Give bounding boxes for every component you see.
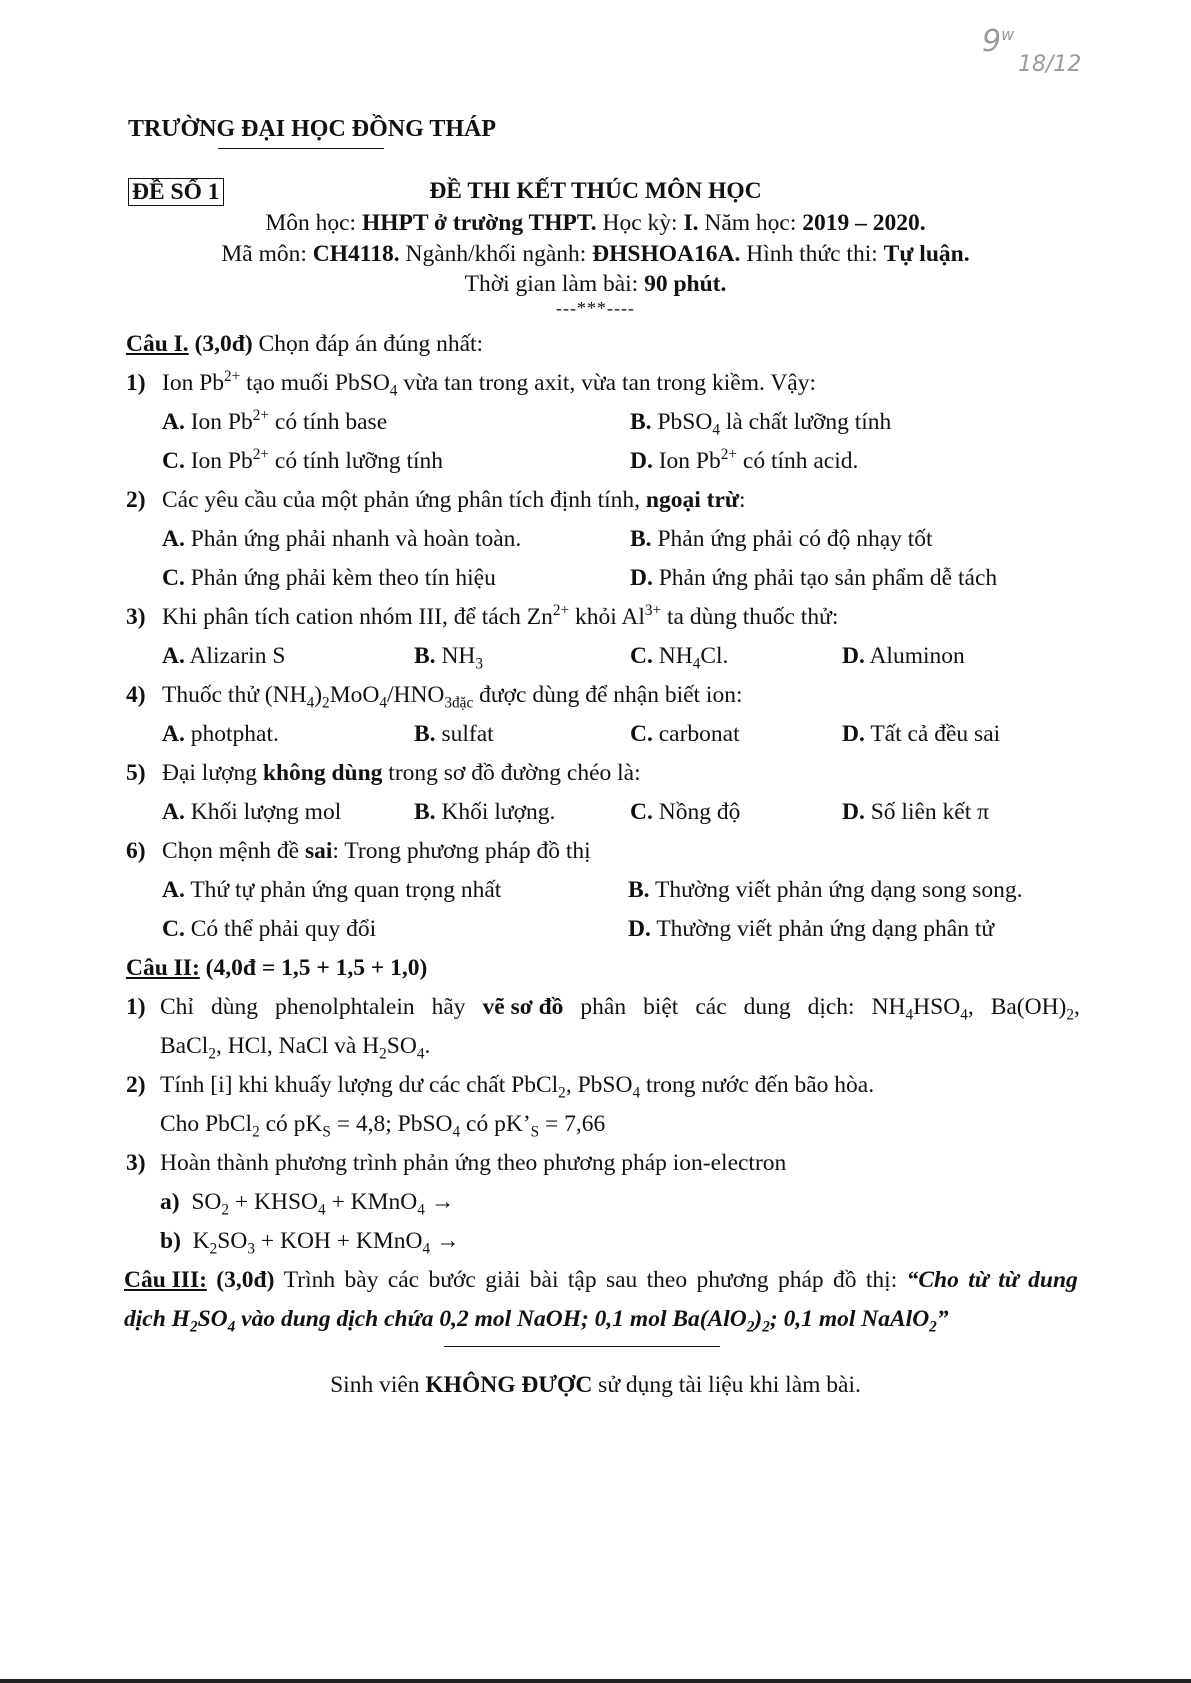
semester-label: Học kỳ: [602, 210, 678, 236]
scan-edge [0, 1679, 1191, 1683]
q1-item4-option-d [842, 721, 1000, 748]
option-letter: B. [630, 409, 652, 435]
q2-item3-part-a: a) $SO_2$ + $KHSO_4$ + KMnO$_4$ → [160, 1189, 455, 1219]
option-letter: D. [630, 448, 653, 474]
q1-item5-option-b [414, 799, 555, 826]
option-letter: C. [162, 916, 185, 942]
option-text: Số liên kết π [870, 799, 989, 825]
option-letter: B. [628, 877, 650, 903]
option-text: Nồng độ [658, 799, 741, 825]
school-underline [218, 148, 384, 149]
question-3-label: Câu III: [124, 1267, 207, 1293]
part-letter: b) [160, 1228, 181, 1254]
option-text: Khối lượng. [441, 799, 556, 825]
option-letter: B. [414, 799, 436, 825]
footer-note [0, 1372, 1191, 1399]
q1-item5-option-a [162, 799, 341, 826]
option-letter: D. [842, 799, 865, 825]
q1-item6-option-d [628, 916, 994, 943]
major-label: Ngành/khối ngành: [405, 241, 587, 267]
option-text: sulfat [441, 721, 494, 747]
q1-item5-number: 5) [126, 760, 146, 786]
q1-item4-text: Thuốc thử $(NH_4)_2MoO_4/HNO_{3đặc}$ được dùng để nhận biết ion: [162, 682, 743, 712]
question-1-heading [126, 331, 483, 358]
q1-item1-text: Ion $Pb^{2+}$ tạo muối PbSO$_4$ vừa tan trong axit, vừa tan trong kiềm. Vậy: [162, 368, 817, 400]
option-text: Tất cả đều sai [870, 721, 1001, 747]
q1-item3-option-d [842, 643, 965, 670]
question-1-label: Câu I. [126, 331, 189, 357]
option-letter: C. [630, 643, 653, 669]
q1-item1-option-d: D. Ion $Pb^{2+}$ có tính acid. [630, 446, 859, 474]
major-value: ĐHSHOA16A. [592, 241, 741, 267]
option-letter: D. [628, 916, 651, 942]
time-line [0, 271, 1191, 298]
footer-text-c: sử dụng tài liệu khi làm bài. [598, 1372, 861, 1398]
option-letter: B. [414, 721, 436, 747]
option-text: Thường viết phản ứng dạng phân tử [656, 916, 995, 942]
q1-item1-option-c: C. Ion $Pb^{2+}$ có tính lưỡng tính [162, 446, 444, 474]
q1-item6-option-c [162, 916, 376, 943]
format-value: Tự luận. [883, 241, 970, 267]
q1-item4-option-b [414, 721, 494, 748]
q1-item2-option-d [630, 565, 997, 592]
question-3-line2: dịch $H_2SO_4$ vào dung dịch chứa 0,2 mol NaOH; 0,1 mol $Ba(AlO_2)_2$; 0,1 mol NaAlO$_2$” [124, 1306, 949, 1336]
school-name: TRƯỜNG ĐẠI HỌC ĐỒNG THÁP [128, 116, 497, 142]
course-line [0, 241, 1191, 268]
q2-item1-line2: BaCl$_2$, HCl, NaCl và $H_2SO_4$. [160, 1033, 431, 1063]
q1-item4-option-a [162, 721, 279, 748]
q1-item2-text-c: : [739, 487, 746, 513]
question-2-points: (4,0đ = 1,5 + 1,5 + 1,0) [205, 955, 428, 981]
option-letter: A. [162, 799, 185, 825]
header-divider: ---***---- [556, 298, 635, 318]
option-letter: C. [162, 565, 185, 591]
time-label: Thời gian làm bài: [464, 271, 639, 297]
q1-item6-option-b [628, 877, 1023, 904]
q1-item3-option-b: B. $NH_3$ [414, 643, 484, 673]
option-text: Phản ứng phải nhanh và hoàn toàn. [190, 526, 522, 552]
q1-item5-text-b: không dùng [262, 760, 383, 786]
course-code-label: Mã môn: [221, 241, 307, 267]
option-text: Có thể phải quy đổi [190, 916, 377, 942]
q1-item3-option-a [162, 643, 285, 670]
option-text: Phản ứng phải kèm theo tín hiệu [190, 565, 496, 591]
q1-item4-number: 4) [126, 682, 146, 708]
q1-item2-option-a [162, 526, 521, 553]
q2-item1-line1: Chỉ dùng phenolphtalein hãy vẽ sơ đồ phân biệt các dung dịch: $NH_4HSO_4$, $Ba(OH)_2$, [160, 994, 1080, 1024]
q2-item2-line1: Tính [i] khi khuấy lượng dư các chất PbCl$_2$, PbSO$_4$ trong nước đến bão hòa. [160, 1072, 875, 1102]
option-letter: D. [630, 565, 653, 591]
exam-title: ĐỀ THI KẾT THÚC MÔN HỌC [429, 178, 762, 204]
option-letter: A. [162, 643, 185, 669]
q1-item3-number: 3) [126, 604, 146, 630]
footer-text-a: Sinh viên [330, 1372, 420, 1398]
question-3-points: (3,0đ) [216, 1267, 275, 1293]
question-1-points: (3,0đ) [194, 331, 253, 357]
q1-item5-text-c: trong sơ đồ đường chéo là: [388, 760, 641, 786]
q1-item2-number: 2) [126, 487, 146, 513]
q1-item2-text-a: Các yêu cầu của một phản ứng phân tích định tính, [162, 487, 641, 513]
q1-item1-option-a: A. Ion $Pb^{2+}$ có tính base [162, 407, 388, 435]
option-letter: C. [630, 721, 653, 747]
question-2-label: Câu II: [126, 955, 200, 981]
q1-item6-option-a [162, 877, 501, 904]
option-letter: C. [162, 448, 185, 474]
q1-item6-text-c: : Trong phương pháp đồ thị [332, 838, 591, 864]
q1-item4-option-c [630, 721, 740, 748]
option-letter: A. [162, 721, 185, 747]
handwritten-note-sup: w [1001, 25, 1015, 44]
q1-item6-text-a: Chọn mệnh đề [162, 838, 300, 864]
q1-item1-number: 1) [126, 370, 146, 396]
subject-value: HHPT ở trường THPT. [361, 210, 597, 236]
option-letter: B. [414, 643, 436, 669]
q1-item2-text [162, 487, 746, 514]
q1-item5-option-d [842, 799, 989, 826]
option-letter: A. [162, 409, 185, 435]
q1-item6-text [162, 838, 591, 865]
question-2-heading [126, 955, 427, 982]
q1-item3-text: Khi phân tích cation nhóm III, để tách $Zn^{2+}$ khỏi $Al^{3+}$ ta dùng thuốc thử: [162, 602, 839, 630]
option-text: Thường viết phản ứng dạng song song. [655, 877, 1023, 903]
semester-value: I. [683, 210, 699, 236]
q1-item2-text-b: ngoại trừ [645, 487, 740, 513]
q1-item3-option-c: C. $NH_4Cl$. [630, 643, 729, 673]
year-label: Năm học: [704, 210, 797, 236]
handwritten-note-line1: 9 [982, 24, 1002, 59]
option-text: photphat. [190, 721, 279, 747]
option-letter: D. [842, 643, 865, 669]
subject-line [0, 210, 1191, 237]
q2-item1-number: 1) [126, 994, 146, 1020]
year-value: 2019 – 2020. [802, 210, 926, 236]
option-letter: B. [630, 526, 652, 552]
footer-text-b: KHÔNG ĐƯỢC [425, 1372, 593, 1398]
option-text: Khối lượng mol [190, 799, 342, 825]
option-letter: D. [842, 721, 865, 747]
q1-item5-option-c [630, 799, 740, 826]
q1-item2-option-b [630, 526, 933, 553]
q1-item6-text-b: sai [304, 838, 333, 864]
option-letter: A. [162, 877, 185, 903]
question-3-line1: Câu III: (3,0đ) Trình bày các bước giải bài tập sau theo phương pháp đồ thị: “Cho từ từ dung [124, 1267, 1078, 1293]
handwritten-note [982, 24, 1014, 59]
course-code-value: CH4118. [312, 241, 400, 267]
q1-item1-option-b: B. PbSO$_4$ là chất lưỡng tính [630, 409, 892, 439]
part-letter: a) [160, 1189, 180, 1215]
q1-item5-text [162, 760, 641, 787]
q2-item3-number: 3) [126, 1150, 146, 1176]
q1-item2-option-c [162, 565, 496, 592]
option-letter: A. [162, 526, 185, 552]
end-divider [444, 1346, 720, 1347]
handwritten-date: 18/12 [1018, 52, 1082, 77]
option-text: Phản ứng phải có độ nhạy tốt [657, 526, 933, 552]
q2-item3-text: Hoàn thành phương trình phản ứng theo phương pháp ion-electron [160, 1150, 787, 1176]
q1-item6-number: 6) [126, 838, 146, 864]
exam-code-box: ĐỀ SỐ 1 [128, 178, 224, 206]
time-value: 90 phút. [644, 271, 727, 297]
subject-label: Môn học: [265, 210, 357, 236]
option-text: carbonat [658, 721, 740, 747]
q1-item5-text-a: Đại lượng [162, 760, 257, 786]
question-1-instruction: Chọn đáp án đúng nhất: [258, 331, 484, 357]
option-text: Aluminon [869, 643, 965, 669]
q2-item2-line2: Cho PbCl$_2$ có $pK_S = 4,8$; PbSO$_4$ có $pK’_S = 7,66$ [160, 1111, 606, 1141]
q2-item3-part-b: b) $K_2SO_3$ + KOH + KMnO$_4$ → [160, 1228, 460, 1258]
option-text: Alizarin S [189, 643, 286, 669]
option-text: Thứ tự phản ứng quan trọng nhất [190, 877, 502, 903]
format-label: Hình thức thi: [746, 241, 878, 267]
option-text: Phản ứng phải tạo sản phẩm dễ tách [658, 565, 998, 591]
q2-item2-number: 2) [126, 1072, 146, 1098]
option-letter: C. [630, 799, 653, 825]
